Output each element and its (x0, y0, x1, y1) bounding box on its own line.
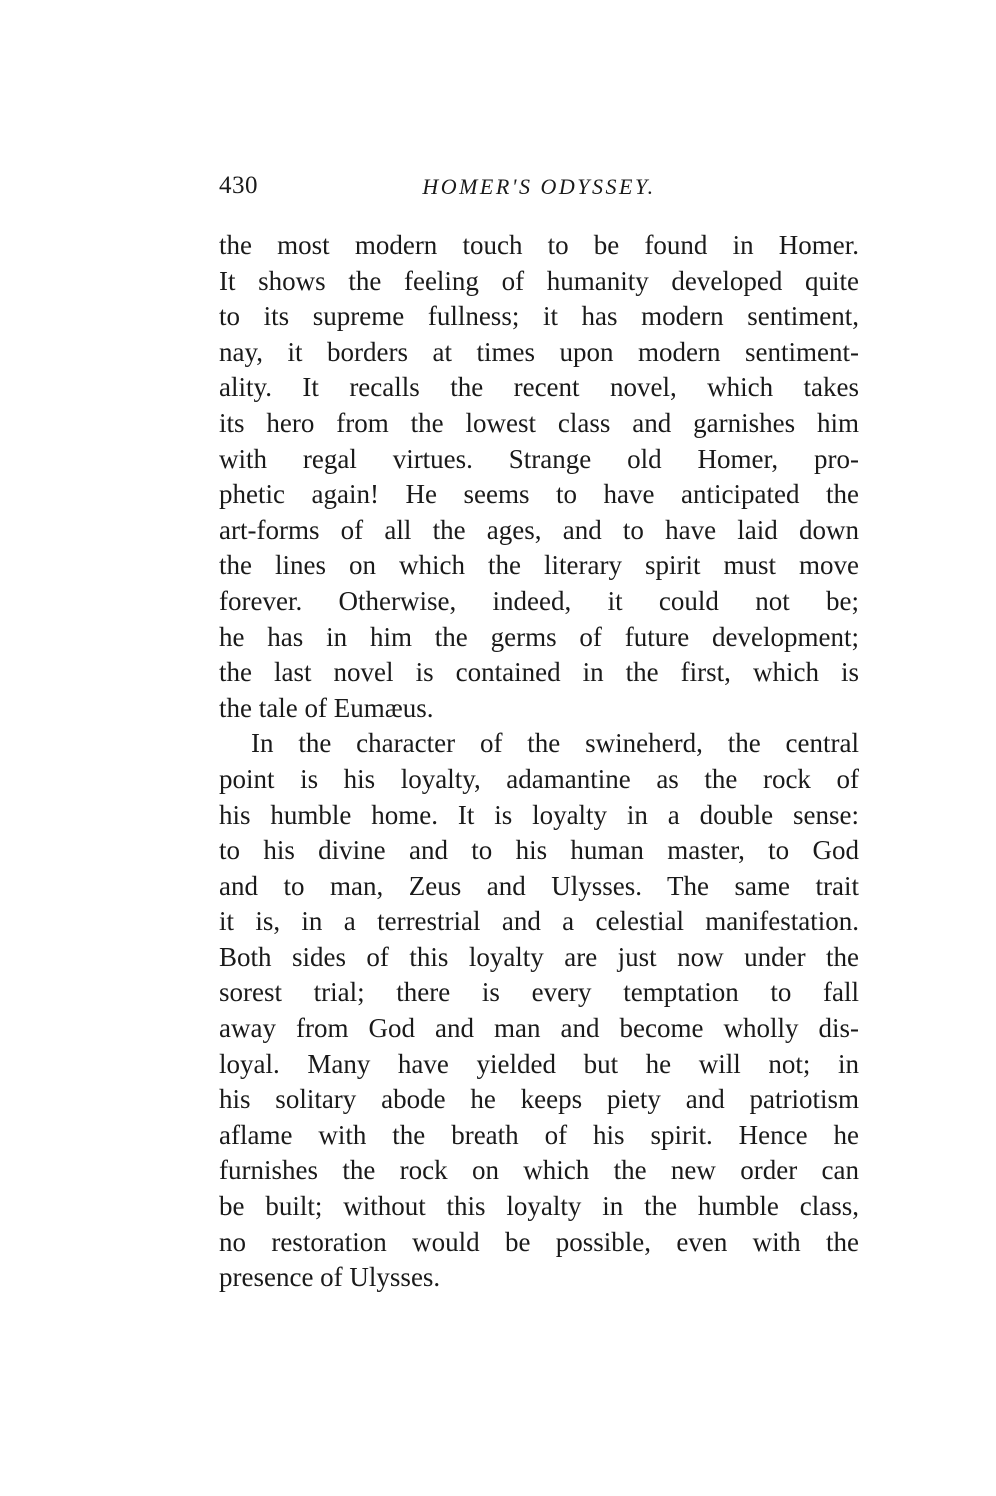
text-line: the most modern touch to be found in Homer. (219, 230, 859, 260)
text-line: point is his loyalty, adamantine as the rock of (219, 763, 859, 794)
text-line: its hero from the lowest class and garnishes him (219, 407, 859, 438)
text-line: the last novel is contained in the first, which is (219, 657, 859, 688)
text-line: to its supreme fullness; it has modern sentiment, (219, 301, 859, 332)
text-line: to his divine and to his human master, to God (219, 835, 859, 866)
text-line: furnishes the rock on which the new order can (219, 1155, 859, 1186)
text-line: the tale of Eumæus. (219, 692, 434, 723)
text-line: art-forms of all the ages, and to have laid down (219, 514, 859, 545)
text-line: his solitary abode he keeps piety and patriotism (219, 1084, 859, 1115)
text-line: nay, it borders at times upon modern sentiment- (219, 336, 859, 367)
text-line: away from God and man and become wholly dis- (219, 1013, 859, 1044)
text-line: Both sides of this loyalty are just now under the (219, 941, 859, 972)
text-line: loyal. Many have yielded but he will not; in (219, 1048, 859, 1079)
text-line: with regal virtues. Strange old Homer, pro- (219, 443, 859, 474)
text-line: forever. Otherwise, indeed, it could not be; (219, 585, 859, 616)
running-title: HOMER'S ODYSSEY. (422, 174, 656, 199)
text-line: his humble home. It is loyalty in a double sense: (219, 799, 859, 830)
text-line: he has in him the germs of future development; (219, 621, 859, 652)
text-line: phetic again! He seems to have anticipated the (219, 479, 859, 510)
paragraph-2 (219, 726, 859, 1296)
text-line: it is, in a terrestrial and a celestial manifestation. (219, 906, 859, 937)
text-line: ality. It recalls the recent novel, which takes (219, 372, 859, 403)
text-line: no restoration would be possible, even with the (219, 1226, 859, 1257)
text-line: In the character of the swineherd, the central (251, 728, 859, 759)
text-line: and to man, Zeus and Ulysses. The same trait (219, 870, 859, 901)
text-line: It shows the feeling of humanity developed quite (219, 265, 859, 296)
text-line: be built; without this loyalty in the humble class, (219, 1191, 859, 1222)
body-text (219, 228, 859, 1296)
text-line: the lines on which the literary spirit must move (219, 550, 859, 581)
text-line: aflame with the breath of his spirit. Hence he (219, 1119, 859, 1150)
text-line: presence of Ulysses. (219, 1262, 441, 1293)
paragraph-1 (219, 228, 859, 726)
running-head (219, 172, 859, 212)
page-number: 430 (219, 172, 258, 199)
text-line: sorest trial; there is every temptation to fall (219, 977, 859, 1008)
